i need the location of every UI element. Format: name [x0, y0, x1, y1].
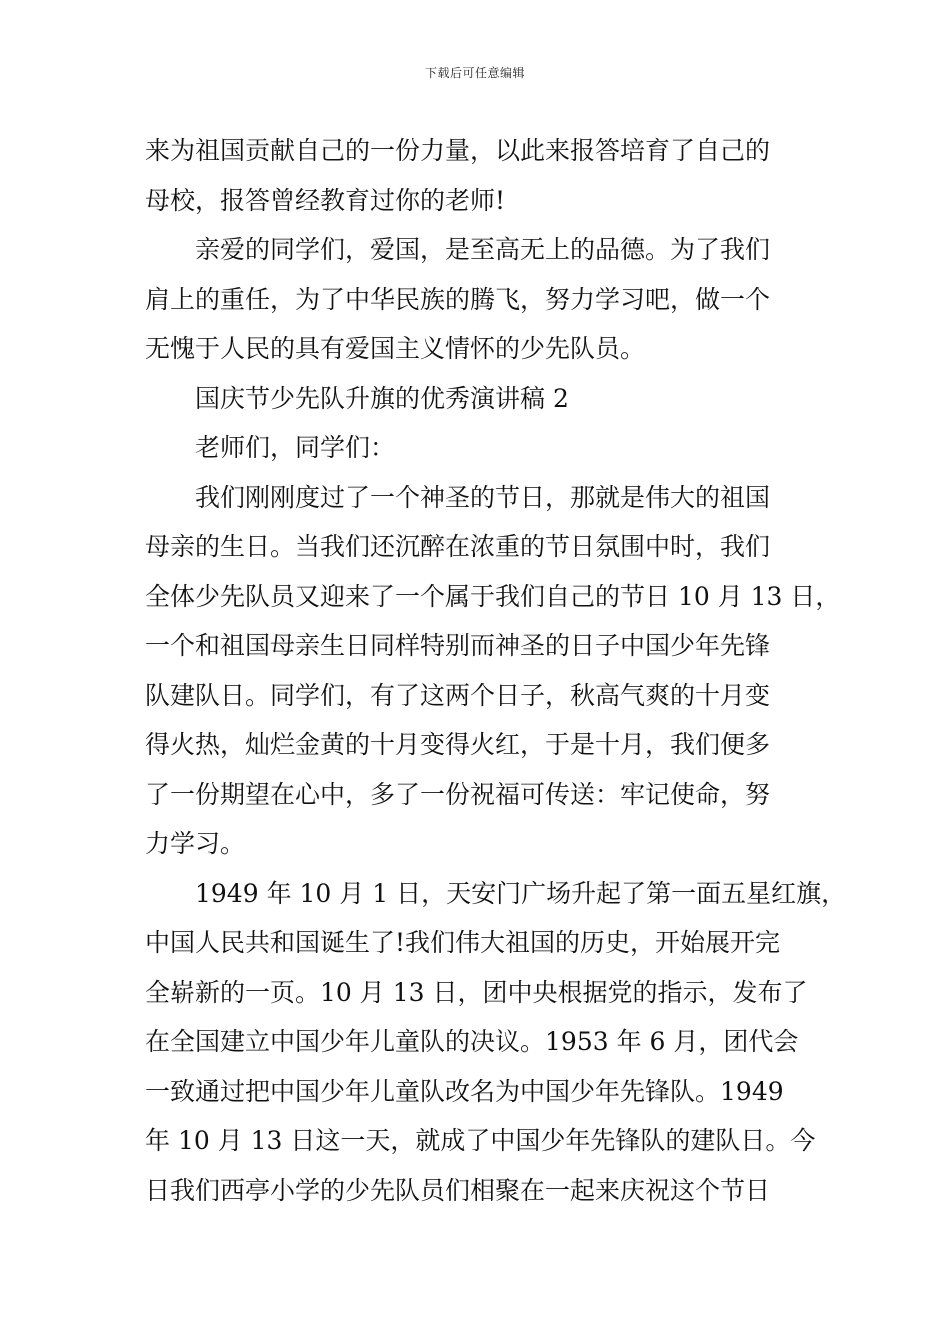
text-line: 得火热，灿烂金黄的十月变得火红，于是十月，我们便多	[145, 730, 771, 759]
text-line: 了一份期望在心中，多了一份祝福可传送：牢记使命，努	[145, 779, 771, 809]
text-line: 全崭新的一页。10 月 13 日，团中央根据党的指示，发布了	[145, 977, 808, 1007]
section-title: 国庆节少先队升旗的优秀演讲稿 2	[195, 383, 569, 413]
text-line: 肩上的重任，为了中华民族的腾飞，努力学习吧，做一个	[145, 284, 771, 314]
text-line: 无愧于人民的具有爱国主义情怀的少先队员。	[145, 334, 646, 363]
text-line: 一个和祖国母亲生日同样特别而神圣的日子中国少年先锋	[145, 631, 771, 660]
text-line: 在全国建立中国少年儿童队的决议。1953 年 6 月，团代会	[145, 1027, 799, 1056]
text-line: 队建队日。同学们，有了这两个日子，秋高气爽的十月变	[145, 680, 771, 710]
text-line: 中国人民共和国诞生了!我们伟大祖国的历史，开始展开完	[145, 928, 781, 957]
text-line: 日我们西亭小学的少先队员们相聚在一起来庆祝这个节日	[145, 1175, 771, 1205]
text-line: 1949 年 10 月 1 日，天安门广场升起了第一面五星红旗，	[195, 878, 847, 908]
page-header: 下载后可任意编辑	[424, 66, 525, 80]
document-body	[145, 126, 847, 1215]
salutation: 老师们，同学们：	[195, 433, 396, 462]
text-line: 母亲的生日。当我们还沉醉在浓重的节日氛围中时，我们	[145, 532, 771, 561]
text-line: 亲爱的同学们，爱国，是至高无上的品德。为了我们	[195, 235, 771, 264]
text-line: 一致通过把中国少年儿童队改名为中国少年先锋队。1949	[145, 1076, 784, 1106]
text-line: 来为祖国贡献自己的一份力量，以此来报答培育了自己的	[145, 136, 771, 165]
text-line: 母校，报答曾经教育过你的老师!	[145, 185, 506, 215]
text-line: 我们刚刚度过了一个神圣的节日，那就是伟大的祖国	[195, 482, 771, 512]
text-line: 全体少先队员又迎来了一个属于我们自己的节日 10 月 13 日，	[145, 581, 841, 611]
text-line: 力学习。	[145, 829, 246, 858]
text-line: 年 10 月 13 日这一天，就成了中国少年先锋队的建队日。今	[145, 1126, 816, 1155]
